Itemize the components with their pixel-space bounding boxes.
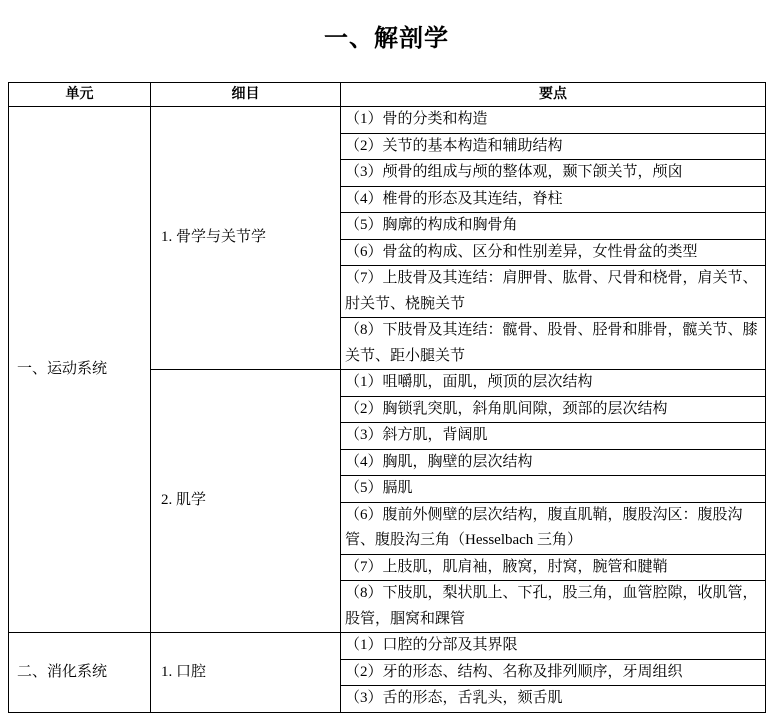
keypoint-cell: （2）胸锁乳突肌，斜角肌间隙，颈部的层次结构	[341, 396, 766, 423]
keypoint-cell: （1）骨的分类和构造	[341, 107, 766, 134]
keypoint-cell: （6）骨盆的构成、区分和性别差异，女性骨盆的类型	[341, 239, 766, 266]
keypoint-cell: （2）牙的形态、结构、名称及排列顺序，牙周组织	[341, 659, 766, 686]
table-row	[9, 107, 766, 134]
subitem-cell: 1. 口腔	[151, 633, 341, 713]
keypoint-cell: （3）斜方肌，背阔肌	[341, 423, 766, 450]
keypoint-cell: （5）胸廓的构成和胸骨角	[341, 213, 766, 240]
table-body	[9, 107, 766, 713]
header-keypoints: 要点	[341, 83, 766, 107]
table-row	[9, 633, 766, 660]
syllabus-table	[8, 82, 766, 713]
keypoint-cell: （3）颅骨的组成与颅的整体观，颞下颌关节，颅囟	[341, 160, 766, 187]
table-header-row	[9, 83, 766, 107]
keypoint-cell: （3）舌的形态，舌乳头，颏舌肌	[341, 686, 766, 713]
page-title: 一、解剖学	[324, 24, 449, 52]
header-unit: 单元	[9, 83, 151, 107]
keypoint-cell: （4）椎骨的形态及其连结，脊柱	[341, 186, 766, 213]
keypoint-cell: （2）关节的基本构造和辅助结构	[341, 133, 766, 160]
keypoint-cell: （8）下肢骨及其连结：髋骨、股骨、胫骨和腓骨，髋关节、膝关节、距小腿关节	[341, 318, 766, 370]
keypoint-cell: （5）膈肌	[341, 476, 766, 503]
keypoint-cell: （4）胸肌，胸壁的层次结构	[341, 449, 766, 476]
keypoint-cell: （8）下肢肌，梨状肌上、下孔，股三角，血管腔隙，收肌管，股管，腘窝和踝管	[341, 581, 766, 633]
subitem-cell: 1. 骨学与关节学	[151, 107, 341, 370]
subitem-cell: 2. 肌学	[151, 370, 341, 633]
keypoint-cell: （1）口腔的分部及其界限	[341, 633, 766, 660]
unit-cell: 一、运动系统	[9, 107, 151, 633]
header-subitem: 细目	[151, 83, 341, 107]
keypoint-cell: （7）上肢骨及其连结：肩胛骨、肱骨、尺骨和桡骨，肩关节、肘关节、桡腕关节	[341, 266, 766, 318]
keypoint-cell: （6）腹前外侧壁的层次结构，腹直肌鞘，腹股沟区：腹股沟管、腹股沟三角（Hesselbach 三角）	[341, 502, 766, 554]
unit-cell: 二、消化系统	[9, 633, 151, 713]
keypoint-cell: （7）上肢肌，肌肩袖，腋窝，肘窝，腕管和腱鞘	[341, 554, 766, 581]
keypoint-cell: （1）咀嚼肌，面肌，颅顶的层次结构	[341, 370, 766, 397]
